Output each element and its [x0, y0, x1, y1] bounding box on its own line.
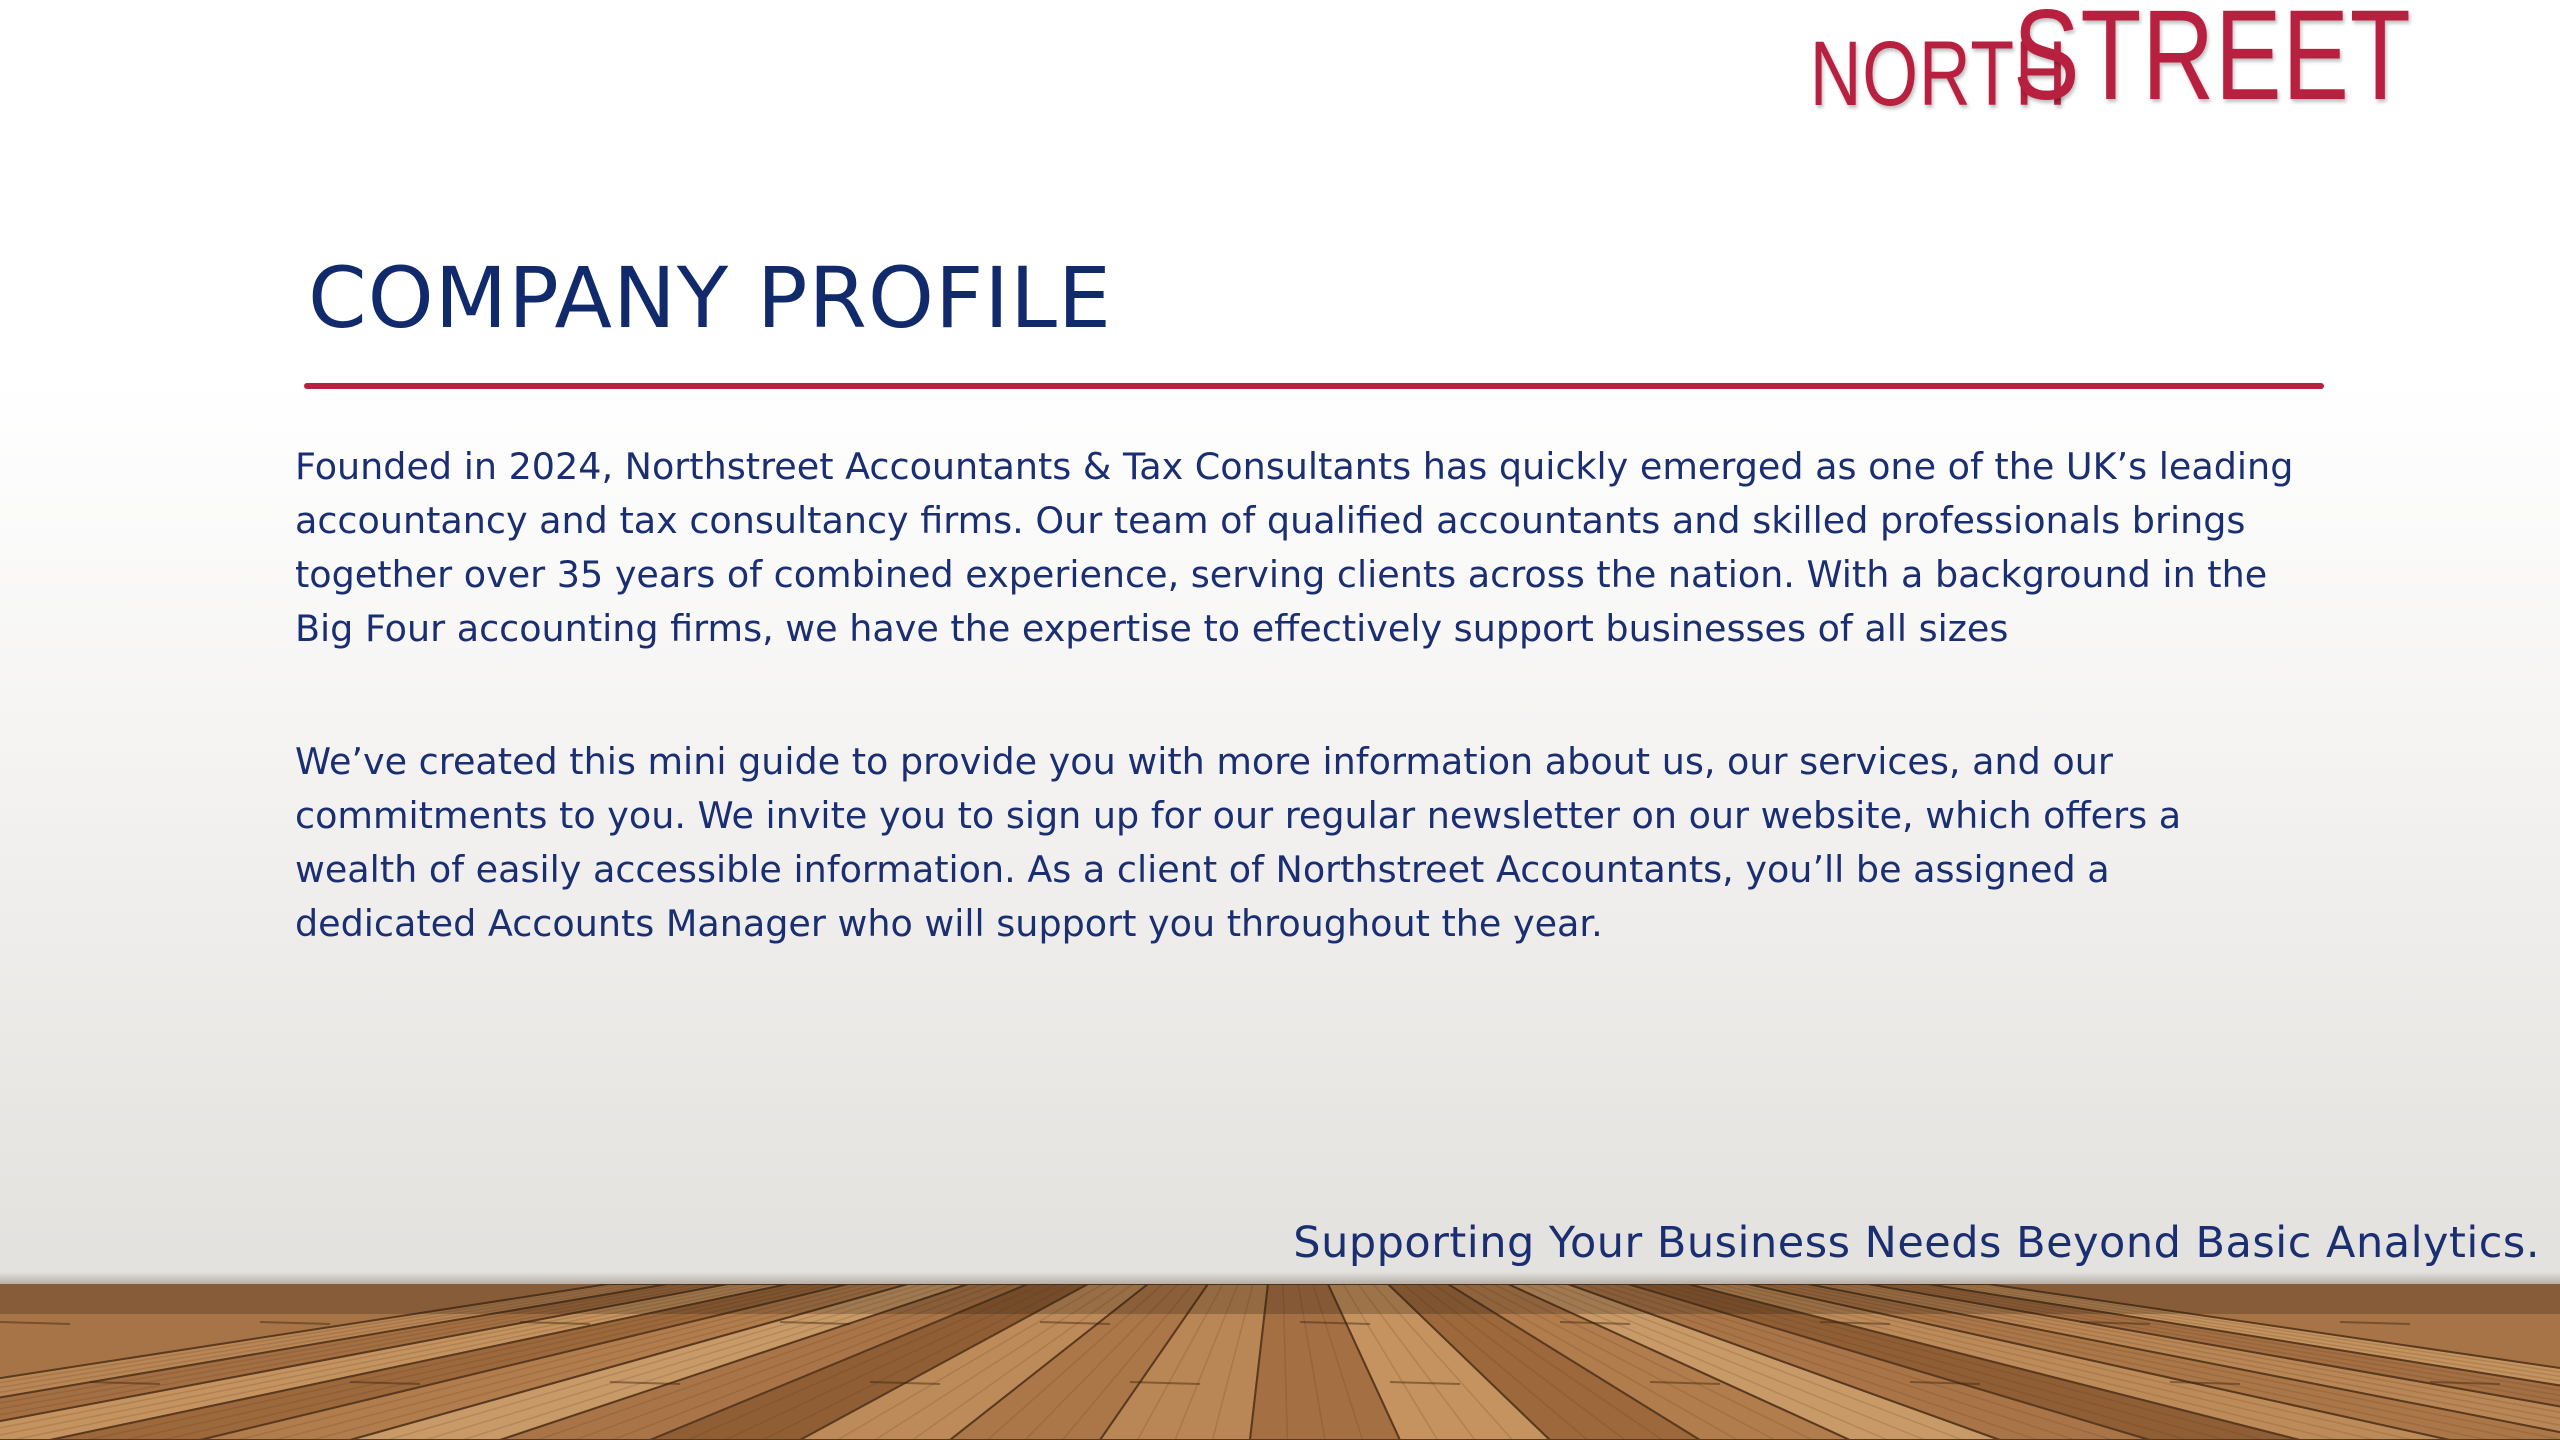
floor-top-shade [0, 1284, 2560, 1314]
logo-street-text: STREET [2013, 0, 2412, 127]
logo-north-text: NORTH [1809, 23, 2068, 125]
title-underline-divider [304, 383, 2324, 389]
wood-floor-planks [0, 1284, 2560, 1440]
wood-floor-decoration [0, 1284, 2560, 1440]
tagline: Supporting Your Business Needs Beyond Basic Analytics. [1293, 1218, 2540, 1268]
company-intro-paragraph: Founded in 2024, Northstreet Accountants & Tax Consultants has quickly emerged as one of the UK’s leading accountancy and tax consultancy firms. Our team of qualified accountants and skilled professionals brings together over 35 years of combined experience, serving clients across the nation. With a background in the Big Four accounting firms, we have the expertise to effectively support businesses of all sizes [295, 445, 2294, 650]
mini-guide-paragraph: We’ve created this mini guide to provide you with more information about us, our services, and our commitments to you. We invite you to sign up for our regular newsletter on our website, which offers a wealth of easily accessible information. As a client of Northstreet Accountants, you’ll be assigned a dedicated Accounts Manager who will support you throughout the year. [295, 740, 2182, 945]
plank-joint [2340, 1322, 2410, 1324]
northstreet-logo [1737, 0, 2524, 127]
page-title: COMPANY PROFILE [308, 249, 1112, 347]
plank-joint [0, 1322, 70, 1324]
plank-joint [260, 1322, 330, 1324]
